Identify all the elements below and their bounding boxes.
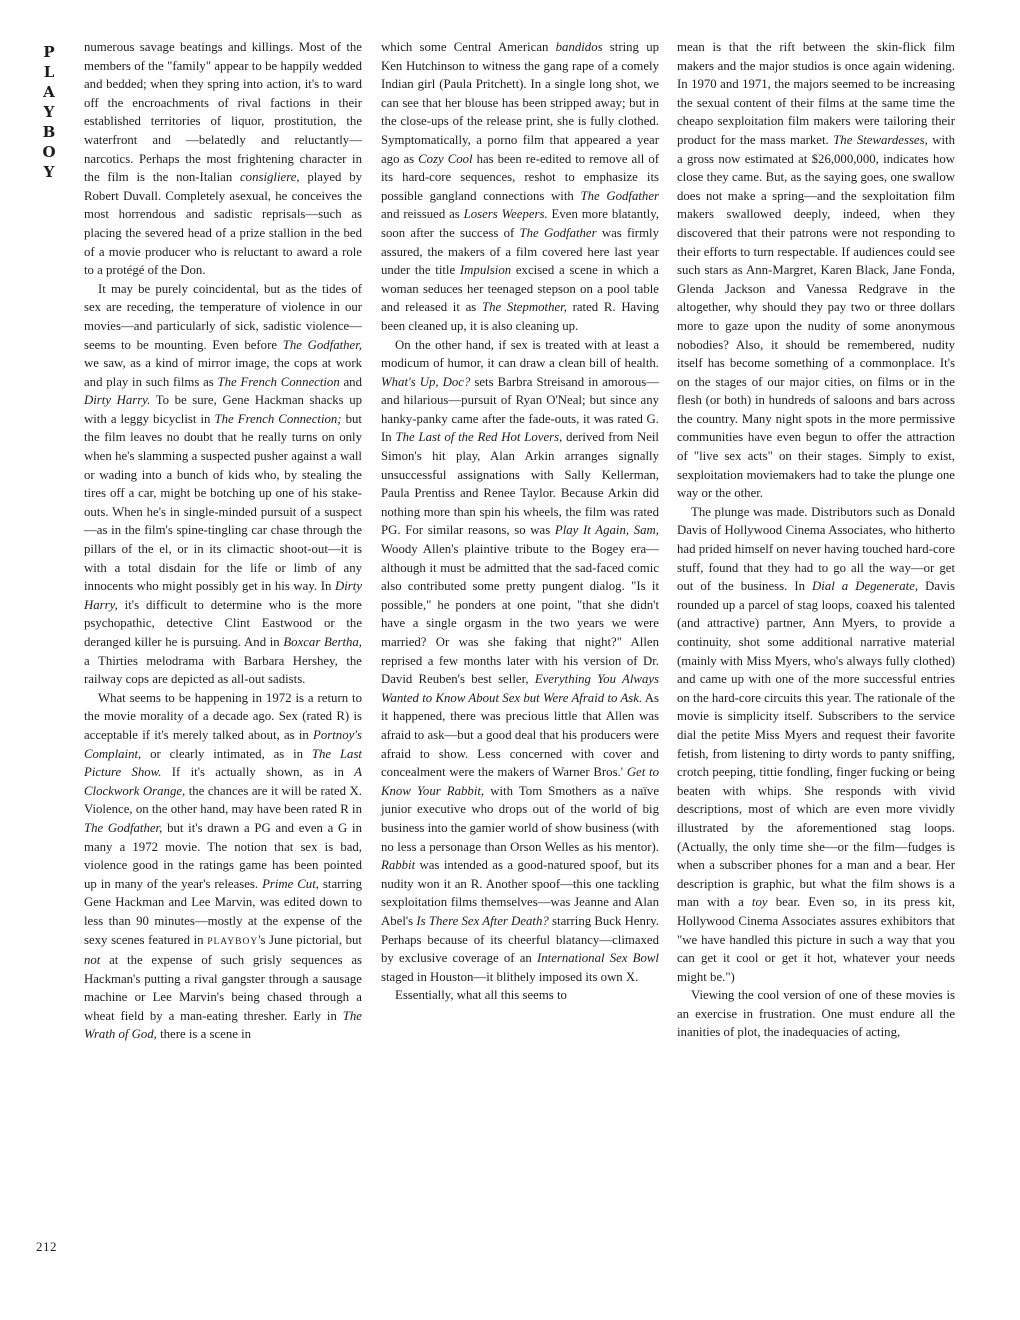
masthead-letter: Y xyxy=(43,103,55,121)
page-number: 212 xyxy=(36,1239,57,1254)
paragraph: Viewing the cool version of one of these movies is an exercise in frustration. One must endure all the inanities of plot, the inadequacies of acting, xyxy=(677,988,955,1040)
masthead-letter: B xyxy=(42,123,56,141)
article-column-3 xyxy=(677,38,955,1042)
masthead-letter: L xyxy=(43,63,55,81)
masthead-letter: P xyxy=(43,43,55,61)
paragraph: mean is that the rift between the skin-flick film makers and the major studios is once again widening. In 1970 and 1971, the majors seemed to be increasing the sexual content of their films at the same time the cheapo sexploitation film makers were tailoring their product for the mass market. The Stewardesses, with a gross now estimated at $26,000,000, indicates how close they came. But, as the saying goes, one swallow does not make a spring—and the sexploitation film makers swallowed deeply, indeed, when they discovered that their patrons were not responding to their efforts to turn respectable. If audiences could see such stars as Ann-Margret, Karen Black, Jane Fonda, Glenda Jackson and Vanessa Redgrave in the altogether, why should they pay two or three dollars more to gaze upon the nudity of some anonymous nobodies? Also, it should be remembered, nudity itself has become something of a commonplace. It's on the stages of our major cities, on films or in the flesh (or both) in hundreds of saloons and bars across the country. Many night spots in the more permissive communities have even begun to offer the attraction of "live sex acts" on their stages. Simply to exist, sexploitation moviemakers had to take the plunge one way or the other. xyxy=(677,40,955,501)
paragraph: What seems to be happening in 1972 is a return to the movie morality of a decade ago. Sex (rated R) is acceptable if it's merely talked about, as in Portnoy's Complaint, or clearly intimated, as in The Last Picture Show. If it's actually shown, as in A Clockwork Orange, the chances are it will be rated X. Violence, on the other hand, may have been rated R in The Godfather, but it's drawn a PG and even a G in many a 1972 movie. The notion that sex is bad, violence good in the ratings game has been pointed up in many of the year's releases. Prime Cut, starring Gene Hackman and Lee Marvin, was edited down to less than 90 minutes—mostly at the expense of the sexy scenes featured in PLAYBOY's June pictorial, but not at the expense of such grisly sequences as Hackman's putting a rival gangster through a sausage machine or Lee Marvin's being chased through a wheat field by a man-eating thresher. Early in The Wrath of God, there is a scene in xyxy=(84,690,362,1042)
masthead-letter: O xyxy=(42,143,56,161)
paragraph: Essentially, what all this seems to xyxy=(395,988,567,1003)
paragraph: which some Central American bandidos string up Ken Hutchinson to witness the gang rape of a comely Indian girl (Paula Pritchett). In a single long shot, we can see that her blouse has been stripped away; but in the close-ups of the release print, she is fully clothed. Symptomatically, a porno film that appeared a year ago as Cozy Cool has been re-edited to remove all of its hard-core sequences, reshot to emphasize its possible gangland connections with The Godfather and reissued as Losers Weepers. Even more blatantly, soon after the success of The Godfather was firmly assured, the makers of a film covered here last year under the title Impulsion excised a scene in which a woman seduces her teenaged stepson on a pool table and released it as The Stepmother, rated R. Having been cleaned up, it is also cleaning up. xyxy=(381,40,659,333)
paragraph: numerous savage beatings and killings. Most of the members of the "family" appear to be happily wedded and bedded; when they spring into action, it's to ward off the encroachments of rival factions in their established territories of liquor, prostitution, the waterfront and —belatedly and reluctantly—narcotics. Perhaps the most frightening character in the film is the non-Italian consigliere, played by Robert Duvall. Completely asexual, he conceives the most horrendous and sadistic reprisals—such as placing the severed head of a prize stallion in the bed of a movie producer who is reluctant to award a role to a protégé of the Don. xyxy=(84,40,362,278)
masthead-letter: A xyxy=(43,83,55,101)
paragraph: The plunge was made. Distributors such as Donald Davis of Hollywood Cinema Associates, who hitherto had prided himself on never having touched hard-core stuff, found that they had to go all the way—or get out of the business. In Dial a Degenerate, Davis rounded up a parcel of stag loops, coaxed his talented (and attractive) partner, Ann Myers, to provide a continuity, shot some additional narrative material (mainly with Miss Myers, who's always fully clothed) and came up with one of the more successful entries on the hard-core circuits this year. The rationale of the movie is simplicity itself. Subscribers to the service dial the petite Miss Myers and request their favorite fetish, from listening to dirty words to panty sniffing, crotch peeping, tittie fondling, finger fucking or being beaten with whips. She responds with vivid descriptions, most of which are even more vividly illustrated by the aforementioned stag loops. (Actually, the only time she—or the film—fudges is when a subscriber phones for a man and a bear. Her description is graphic, but what the film shows is a man with a toy bear. Even so, in its press kit, Hollywood Cinema Associates assures exhibitors that "we have handled this picture in such a way that you can get it cool or get it hot, whatever your needs might be.") xyxy=(677,504,955,984)
article-column-2 xyxy=(381,38,659,1005)
masthead-letter: Y xyxy=(43,163,55,181)
article-column-1 xyxy=(84,38,362,1044)
paragraph: On the other hand, if sex is treated with at least a modicum of humor, it can draw a clean bill of health. What's Up, Doc? sets Barbra Streisand in amorous—and hilarious—pursuit of Ryan O'Neal; but since any hanky-panky came after the fade-outs, it was rated G. In The Last of the Red Hot Lovers, derived from Neil Simon's hit play, Alan Arkin arranges signally unsuccessful assignations with Sally Kellerman, Paula Prentiss and Renee Taylor. Because Arkin did nothing more than spin his wheels, the film was rated PG. For similar reasons, so was Play It Again, Sam, Woody Allen's plaintive tribute to the Bogey era—although it must be admitted that the sad-faced comic also contributed some pretty pungent dialog. "Is it possible," he ponders at one point, "that she didn't have a single orgasm in the two years we were married? Or was she faking that night?" Allen reprised a few months later with his version of Dr. David Reuben's best seller, Everything You Always Wanted to Know About Sex but Were Afraid to Ask. As it happened, there was precious little that Allen was afraid to ask—but a good deal that his producers were afraid to show. Less concerned with cover and concealment were the makers of Warner Bros.' Get to Know Your Rabbit, with Tom Smothers as a naïve junior executive who drops out of the world of big business into the gamier world of show business (with no less a personage than Orson Welles as his mentor). Rabbit was intended as a good-natured spoof, but its nudity won it an R. Another spoof—this one tackling sexploitation films themselves—was Jeanne and Alan Abel's Is There Sex After Death? starring Buck Henry. Perhaps because of its cheerful blatancy—climaxed by exclusive coverage of an International Sex Bowl staged in Houston—it blithely imposed its own X. xyxy=(381,337,660,984)
magazine-masthead xyxy=(36,42,62,182)
paragraph: It may be purely coincidental, but as the tides of sex are receding, the temperature of violence in our movies—and particularly of sick, sadistic violence—seems to be mounting. Even before The Godfather, we saw, as a kind of mirror image, the cops at work and play in such films as The French Connection and Dirty Harry. To be sure, Gene Hackman shacks up with a leggy bicyclist in The French Connection; but the film leaves no doubt that he really turns on only when he's slamming a suspected pusher against a wall or wading into a bunch of kids who, by stealing the tires off a car, might be botching up one of his stake-outs. When he's in single-minded pursuit of a suspect—as in the film's spine-tingling car chase through the pillars of the el, or in its climactic shoot-out—it is with a total disdain for the life or limb of any innocents who might possibly get in his way. In Dirty Harry, it's difficult to determine who is the more psychopathic, detective Clint Eastwood or the deranged killer he is pursuing. And in Boxcar Bertha, a Thirties melodrama with Barbara Hershey, the railway cops are depicted as all-out sadists. xyxy=(84,281,362,687)
